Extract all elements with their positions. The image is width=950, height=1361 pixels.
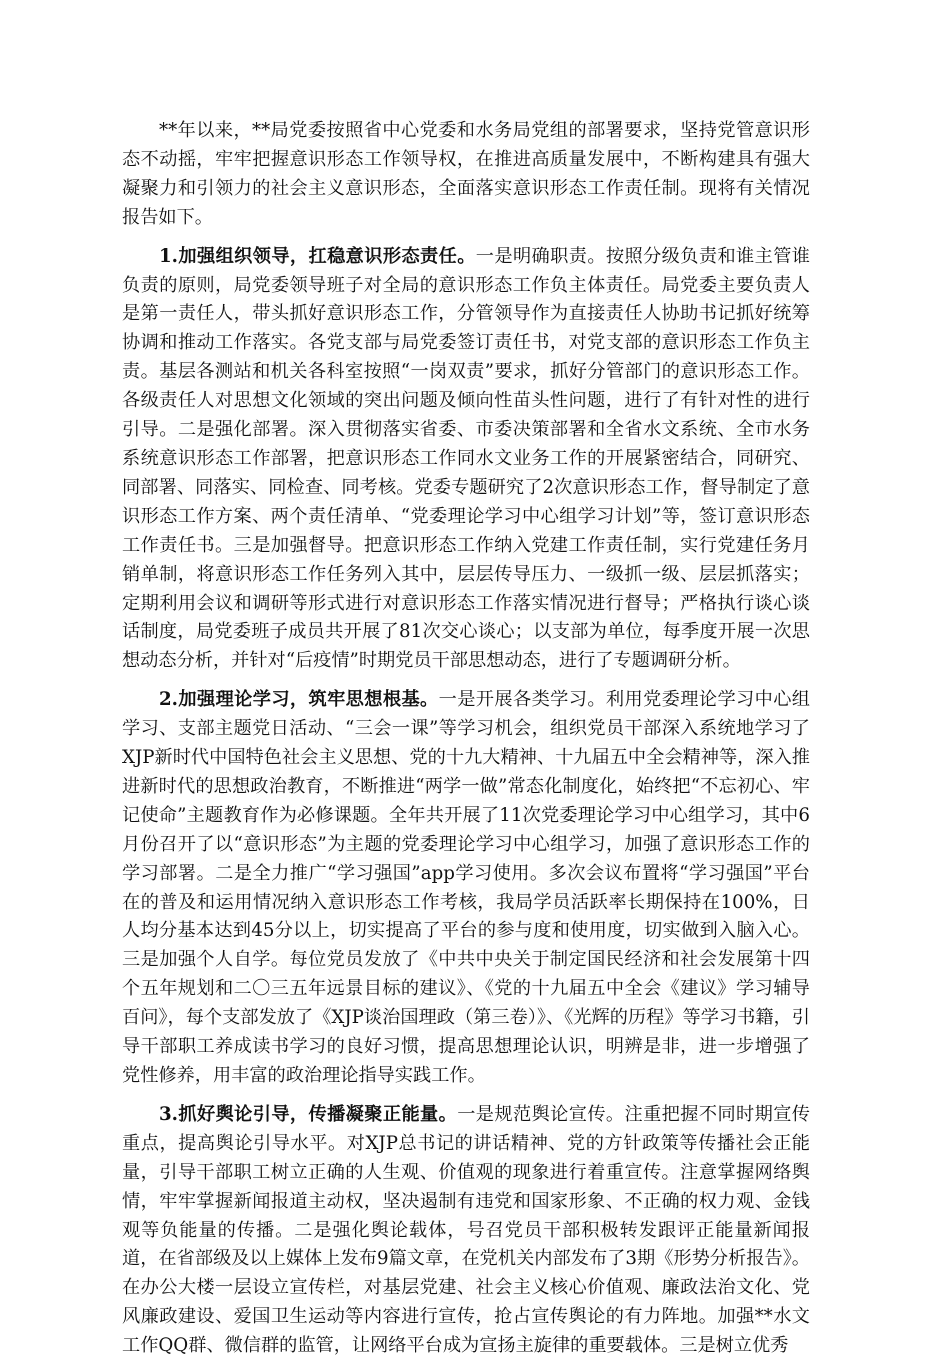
section-1-text: 一是明确职责。按照分级负责和谁主管谁负责的原则，局党委领导班子对全局的意识形态工作负主体责任。局党委主要负责人是第一责任人，带头抓好意识形态工作，分管领导作为直接责任人协助书记抓好统筹协调和推动工作落实。各党支部与局党委签订责任书，对党支部的意识形态工作负主责。基层各测站和机关各科室按照“一岗双责”要求，抓好分管部门的意识形态工作。各级责任人对思想文化领域的突出问题及倾向性苗头性问题，进行了有针对性的进行引导。二是强化部署。深入贯彻落实省委、市委决策部署和全省水文系统、全市水务系统意识形态工作部署，把意识形态工作同水文业务工作的开展紧密结合，同研究、同部署、同落实、同检查、同考核。党委专题研究了2次意识形态工作，督导制定了意识形态工作方案、两个责任清单、“党委理论学习中心组学习计划”等，签订意识形态工作责任书。三是加强督导。把意识形态工作纳入党建工作责任制，实行党建任务月销单制，将意识形态工作任务列入其中，层层传导压力、一级抓一级、层层抓落实；定期利用会议和调研等形式进行对意识形态工作落实情况进行督导；严格执行谈心谈话制度，局党委班子成员共开展了81次交心谈心；以支部为单位，每季度开展一次思想动态分析，并针对“后疫情”时期党员干部思想动态，进行了专题调研分析。	[122, 245, 810, 672]
section-3-paragraph	[122, 1101, 810, 1361]
section-2-heading: 2.加强理论学习，筑牢思想根基。	[159, 689, 439, 711]
section-2-paragraph	[122, 686, 810, 1091]
section-3-text: 一是规范舆论宣传。注重把握不同时期宣传重点，提高舆论引导水平。对XJP总书记的讲话精神、党的方针政策等传播社会正能量，引导干部职工树立正确的人生观、价值观的现象进行着重宣传。注意掌握网络舆情，牢牢掌握新闻报道主动权，坚决遏制有违党和国家形象、不正确的权力观、金钱观等负能量的传播。二是强化舆论载体，号召党员干部积极转发跟评正能量新闻报道，在省部级及以上媒体上发布9篇文章，在党机关内部发布了3期《形势分析报告》。在办公大楼一层设立宣传栏，对基层党建、社会主义核心价值观、廉政法治文化、党风廉政建设、爱国卫生运动等内容进行宣传，抢占宣传舆论的有力阵地。加强**水文工作QQ群、微信群的监管，让网络平台成为宣扬主旋律的重要载体。三是树立优秀	[122, 1103, 810, 1357]
section-1-paragraph	[122, 243, 810, 677]
intro-paragraph	[122, 117, 810, 233]
section-2-text: 一是开展各类学习。利用党委理论学习中心组学习、支部主题党日活动、“三会一课”等学习机会，组织党员干部深入系统地学习了XJP新时代中国特色社会主义思想、党的十九大精神、十九届五中全会精神等，深入推进新时代的思想政治教育，不断推进“两学一做”常态化制度化，始终把“不忘初心、牢记使命”主题教育作为必修课题。全年共开展了11次党委理论学习中心组学习，其中6月份召开了以“意识形态”为主题的党委理论学习中心组学习，加强了意识形态工作的学习部署。二是全力推广“学习强国”app学习使用。多次会议布置将“学习强国”平台在的普及和运用情况纳入意识形态工作考核，我局学员活跃率长期保持在100%，日人均分基本达到45分以上，切实提高了平台的参与度和使用度，切实做到入脑入心。三是加强个人自学。每位党员发放了《中共中央关于制定国民经济和社会发展第十四个五年规划和二〇三五年远景目标的建议》、《党的十九届五中全会《建议》学习辅导百问》，每个支部发放了《XJP谈治国理政（第三卷）》、《光辉的历程》等学习书籍，引导干部职工养成读书学习的良好习惯，提高思想理论认识，明辨是非，进一步增强了党性修养，用丰富的政治理论指导实践工作。	[122, 689, 810, 1086]
section-1-heading: 1.加强组织领导，扛稳意识形态责任。	[159, 245, 476, 267]
section-3-heading: 3.抓好舆论引导，传播凝聚正能量。	[159, 1103, 458, 1125]
intro-text: **年以来，**局党委按照省中心党委和水务局党组的部署要求，坚持党管意识形态不动摇，牢牢把握意识形态工作领导权，在推进高质量发展中，不断构建具有强大凝聚力和引领力的社会主义意识形态，全面落实意识形态工作责任制。现将有关情况报告如下。	[122, 120, 810, 228]
